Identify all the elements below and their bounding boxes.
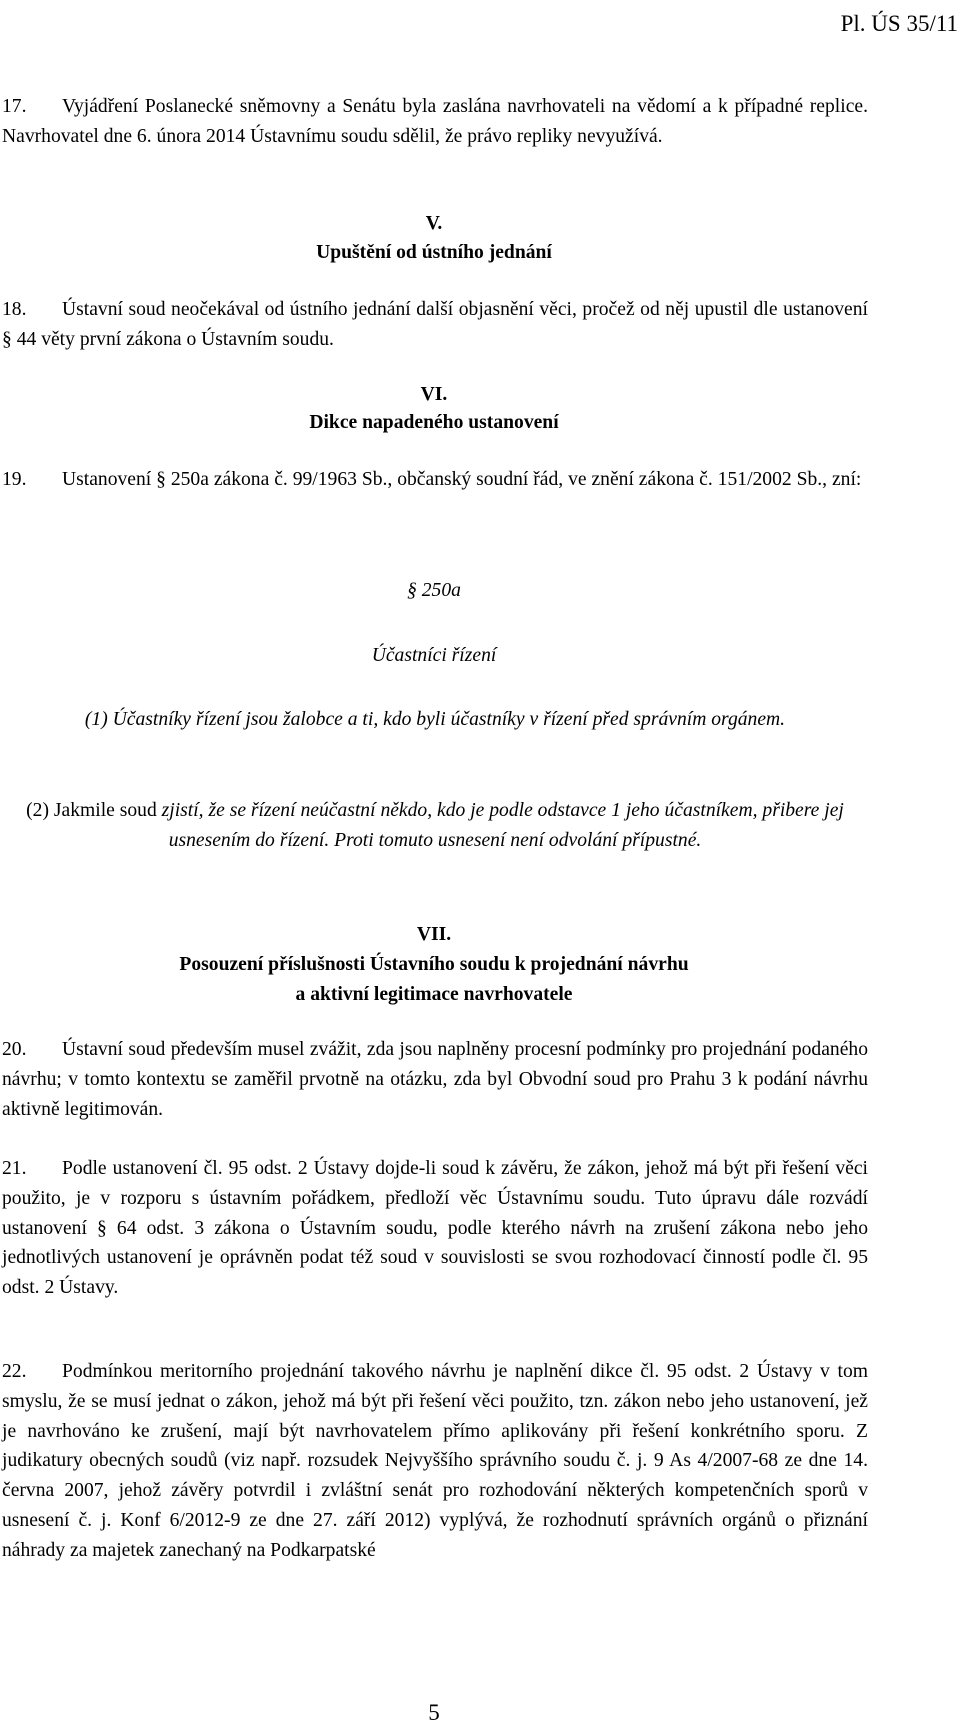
quoted-section-title: Účastníci řízení: [371, 645, 497, 666]
paragraph-19: [2, 465, 868, 495]
quoted-subsection-1: (1) Účastníky řízení jsou žalobce a ti, kdo byli účastníky v řízení před správním orgánem.: [84, 709, 786, 730]
paragraph-text: Ústavní soud neočekával od ústního jednání další objasnění věci, pročež od něj upustil dle ustanovení § 44 věty první zákona o Ústavním soudu.: [2, 299, 868, 350]
paragraph-22: [2, 1357, 868, 1566]
section-v-title: Upuštění od ústního jednání: [316, 242, 552, 263]
paragraph-number: 18.: [2, 299, 27, 320]
case-reference: Pl. ÚS 35/11: [840, 11, 958, 36]
section-v-numeral: V.: [425, 213, 443, 234]
section-vii-numeral: VII.: [416, 924, 452, 945]
paragraph-text: Podle ustanovení čl. 95 odst. 2 Ústavy dojde-li soud k závěru, že zákon, jehož má být při řešení věci použito, je v rozporu s ústavním pořádkem, předloží věc Ústavnímu soudu. Tuto úpravu dále rozvádí ustanovení § 64 odst. 3 zákona o Ústavním soudu, podle kterého návrh na zrušení zákona nebo jeho jednotlivých ustanovení je oprávněn podat též soud v souvislosti se svou rozhodovací činností podle čl. 95 odst. 2 Ústavy.: [2, 1158, 868, 1299]
paragraph-text: Podmínkou meritorního projednání takového návrhu je naplnění dikce čl. 95 odst. 2 Ústavy v tom smyslu, že se musí jednat o zákon, jehož má být při řešení věci použito, tzn. zákon nebo jeho ustanovení, jež je navrhováno ke zrušení, mají být navrhovatelem přímo aplikovány při řešení konkrétního sporu. Z judikatury obecných soudů (viz např. rozsudek Nejvyššího správního soudu č. j. 9 As 4/2007-68 ze dne 14. června 2007, jehož závěry potvrdil i zvláštní senát pro rozhodování některých kompetenčních sporů v usnesení č. j. Konf 6/2012-9 ze dne 27. září 2012) vyplývá, že rozhodnutí správních orgánů o přiznání náhrady za majetek zanechaný na Podkarpatské: [2, 1361, 868, 1561]
paragraph-17: [2, 92, 868, 152]
quoted-subsection-2: [20, 796, 850, 856]
paragraph-number: 22.: [2, 1361, 27, 1382]
section-vi-title: Dikce napadeného ustanovení: [309, 412, 559, 433]
paragraph-21: [2, 1154, 868, 1303]
section-vii-title-line1: Posouzení příslušnosti Ústavního soudu k projednání návrhu: [179, 954, 689, 975]
quoted-subsection-2-prefix: (2) Jakmile soud: [26, 800, 157, 821]
page-number: 5: [428, 1700, 440, 1725]
quoted-subsection-2-text: zjistí, že se řízení neúčastní někdo, kdo je podle odstavce 1 jeho účastníkem, přibere jej usnesením do řízení. Proti tomuto usnesení není odvolání přípustné.: [161, 800, 844, 851]
paragraph-text: Vyjádření Poslanecké sněmovny a Senátu byla zaslána navrhovateli na vědomí a k případné replice. Navrhovatel dne 6. února 2014 Ústavnímu soudu sdělil, že právo repliky nevyužívá.: [2, 96, 868, 147]
paragraph-number: 21.: [2, 1158, 27, 1179]
paragraph-18: [2, 295, 868, 355]
paragraph-number: 20.: [2, 1039, 27, 1060]
paragraph-text: Ústavní soud především musel zvážit, zda jsou naplněny procesní podmínky pro projednání podaného návrhu; v tomto kontextu se zaměřil prvotně na otázku, zda byl Obvodní soud pro Prahu 3 k podání návrhu aktivně legitimován.: [2, 1039, 868, 1120]
quoted-section-mark: § 250a: [407, 580, 461, 601]
paragraph-text: Ustanovení § 250a zákona č. 99/1963 Sb., občanský soudní řád, ve znění zákona č. 151/2002 Sb., zní:: [62, 469, 862, 490]
paragraph-number: 17.: [2, 96, 27, 117]
section-vii-title-line2: a aktivní legitimace navrhovatele: [295, 984, 573, 1005]
paragraph-number: 19.: [2, 469, 27, 490]
section-vi-numeral: VI.: [420, 384, 448, 405]
paragraph-20: [2, 1035, 868, 1124]
